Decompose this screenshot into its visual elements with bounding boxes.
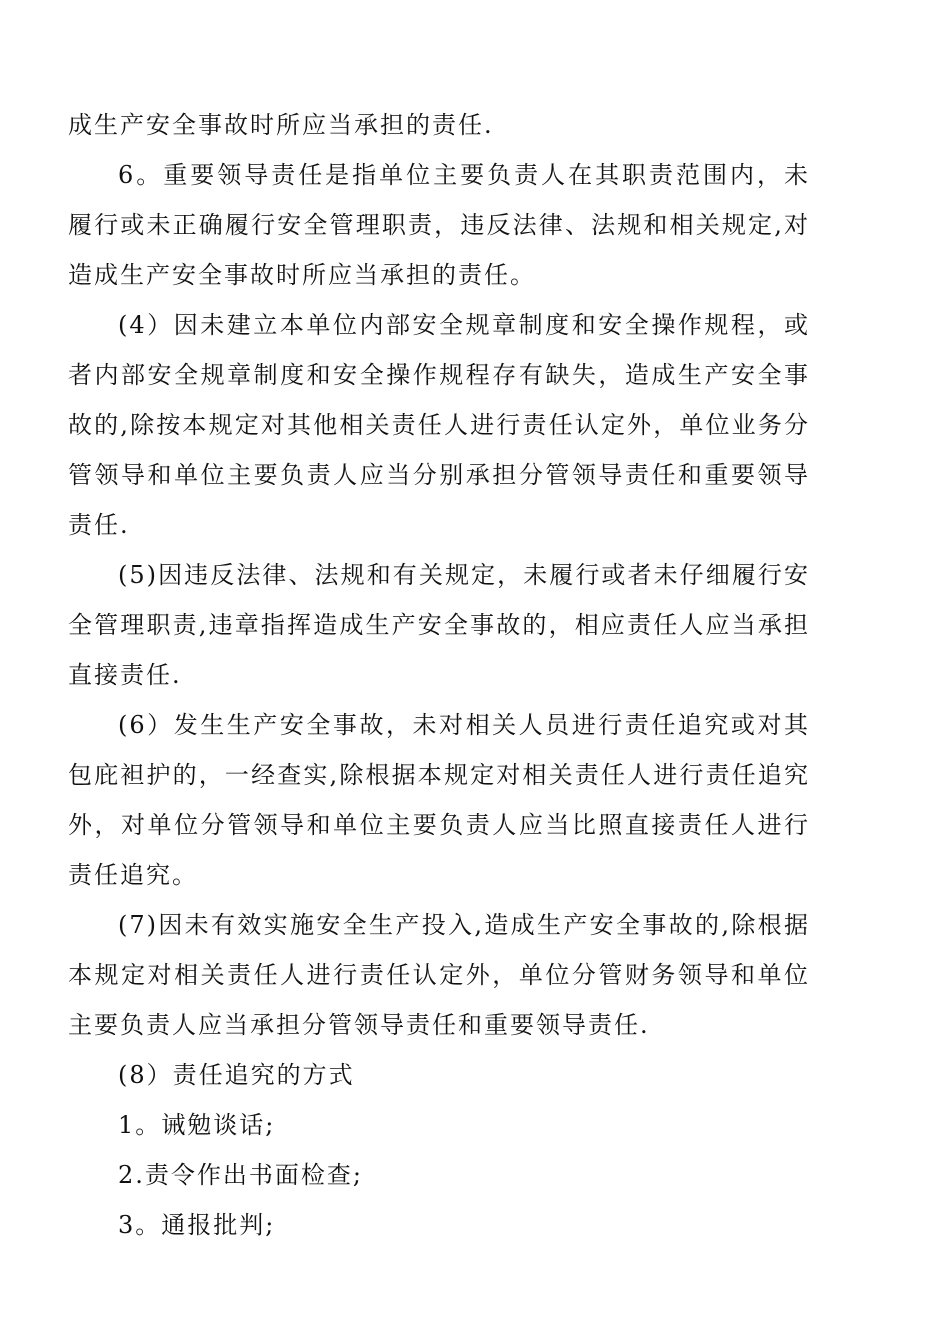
paragraph-clause-5: (5)因违反法律、法规和有关规定，未履行或者未仔细履行安全管理职责,违章指挥造成生产安全事故的，相应责任人应当承担直接责任. — [68, 561, 810, 689]
paragraph-continuation: 成生产安全事故时所应当承担的责任. — [68, 111, 494, 139]
document-body — [68, 100, 810, 1250]
paragraph-clause-6: (6）发生生产安全事故，未对相关人员进行责任追究或对其包庇袒护的，一经查实,除根据本规定对相关责任人进行责任追究外，对单位分管领导和单位主要负责人应当比照直接责任人进行责任追究。 — [68, 711, 810, 889]
paragraph-clause-4: (4）因未建立本单位内部安全规章制度和安全操作规程，或者内部安全规章制度和安全操作规程存有缺失，造成生产安全事故的,除按本规定对其他相关责任人进行责任认定外，单位业务分管领导和单位主要负责人应当分别承担分管领导责任和重要领导责任. — [68, 311, 810, 539]
paragraph-clause-8-heading: (8）责任追究的方式 — [118, 1061, 355, 1089]
list-item-2: 2.责令作出书面检查; — [118, 1161, 363, 1189]
list-item-3: 3。通报批判; — [118, 1211, 276, 1239]
paragraph-item-6: 6。重要领导责任是指单位主要负责人在其职责范围内，未履行或未正确履行安全管理职责，违反法律、法规和相关规定,对造成生产安全事故时所应当承担的责任。 — [68, 161, 810, 289]
list-item-1: 1。诫勉谈话; — [118, 1111, 276, 1139]
paragraph-clause-7: (7)因未有效实施安全生产投入,造成生产安全事故的,除根据本规定对相关责任人进行责任认定外，单位分管财务领导和单位主要负责人应当承担分管领导责任和重要领导责任. — [68, 911, 810, 1039]
